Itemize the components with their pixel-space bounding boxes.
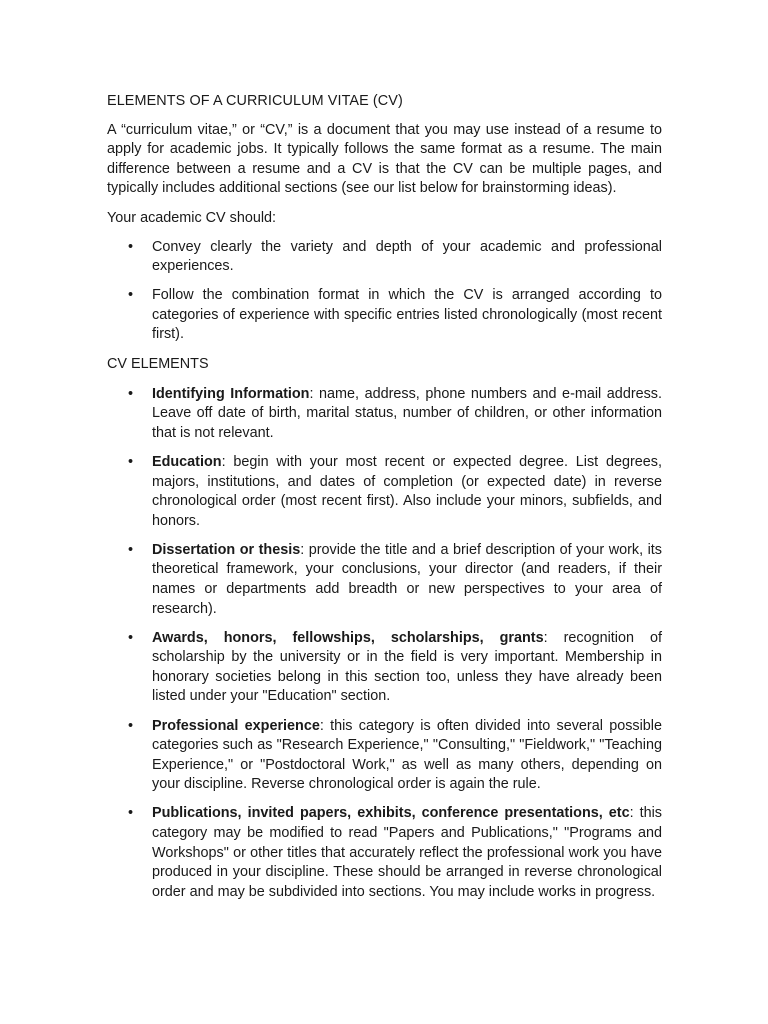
cv-element-term: Dissertation or thesis (152, 541, 301, 558)
should-item-text: Convey clearly the variety and depth of your academic and professional experiences. (152, 238, 662, 275)
cv-elements-heading: CV ELEMENTS (107, 356, 209, 373)
should-heading: Your academic CV should: (107, 209, 277, 226)
cv-element-term: Education (152, 453, 222, 470)
cv-element-item (107, 804, 662, 902)
should-list-item (107, 286, 662, 345)
cv-element-text: : this category is often divided into several possible categories such as "Research Experience," "Consulting," "Fieldwork," "Teaching Experience," or "Postdoctoral Work," as well as many others, depending on your discipline. Reverse chronological order is again the rule. (152, 717, 662, 793)
cv-element-term: Professional experience (152, 717, 320, 734)
cv-element-text: : recognition of scholarship by the university or in the field is very important. Membership in honorary societies belong in this section too, unless they have already been listed under your "Education" section. (152, 629, 662, 705)
document-page (107, 92, 662, 912)
cv-element-term: Publications, invited papers, exhibits, conference presentations, etc (152, 805, 630, 822)
cv-element-text: : provide the title and a brief description of your work, its theoretical framework, your conclusions, your director (and readers, if their names or departments add breadth or new perspectives to your area of research). (152, 541, 662, 617)
bullet-icon: • (128, 238, 134, 255)
bullet-icon: • (128, 453, 134, 470)
bullet-icon: • (128, 385, 134, 402)
cv-elements-list (107, 385, 662, 903)
cv-element-item (107, 717, 662, 795)
bullet-icon: • (128, 805, 134, 822)
cv-element-term: Identifying Information (152, 385, 310, 402)
cv-element-text: : begin with your most recent or expected degree. List degrees, majors, institutions, and dates of completion (or expected date) in reverse chronological order (most recent first). Also include your minors, subfields, and honors. (152, 453, 662, 529)
bullet-icon: • (128, 717, 134, 734)
cv-element-text: : this category may be modified to read "Papers and Publications," "Programs and Workshops" or other titles that accurately reflect the professional work you have produced in your discipline. These should be arranged in reverse chronological order and may be subdivided into sections. You may include works in progress. (152, 805, 662, 900)
cv-element-item (107, 541, 662, 619)
should-item-text: Follow the combination format in which the CV is arranged according to categories of experience with specific entries listed chronologically (most recent first). (152, 287, 662, 343)
bullet-icon: • (128, 287, 134, 304)
should-list (107, 238, 662, 345)
cv-element-item (107, 385, 662, 444)
intro-paragraph: A “curriculum vitae,” or “CV,” is a document that you may use instead of a resume to apply for academic jobs. It typically follows the same format as a resume. The main difference between a resume and a CV is that the CV can be multiple pages, and typically includes additional sections (see our list below for brainstorming ideas). (107, 121, 662, 197)
document-title: ELEMENTS OF A CURRICULUM VITAE (CV) (107, 93, 403, 109)
cv-element-item (107, 629, 662, 707)
bullet-icon: • (128, 629, 134, 646)
bullet-icon: • (128, 541, 134, 558)
should-list-item (107, 238, 662, 277)
cv-element-text: : name, address, phone numbers and e-mail address. Leave off date of birth, marital status, number of children, or other information that is not relevant. (152, 385, 663, 441)
cv-element-term: Awards, honors, fellowships, scholarships, grants (152, 629, 544, 646)
cv-element-item (107, 453, 662, 531)
